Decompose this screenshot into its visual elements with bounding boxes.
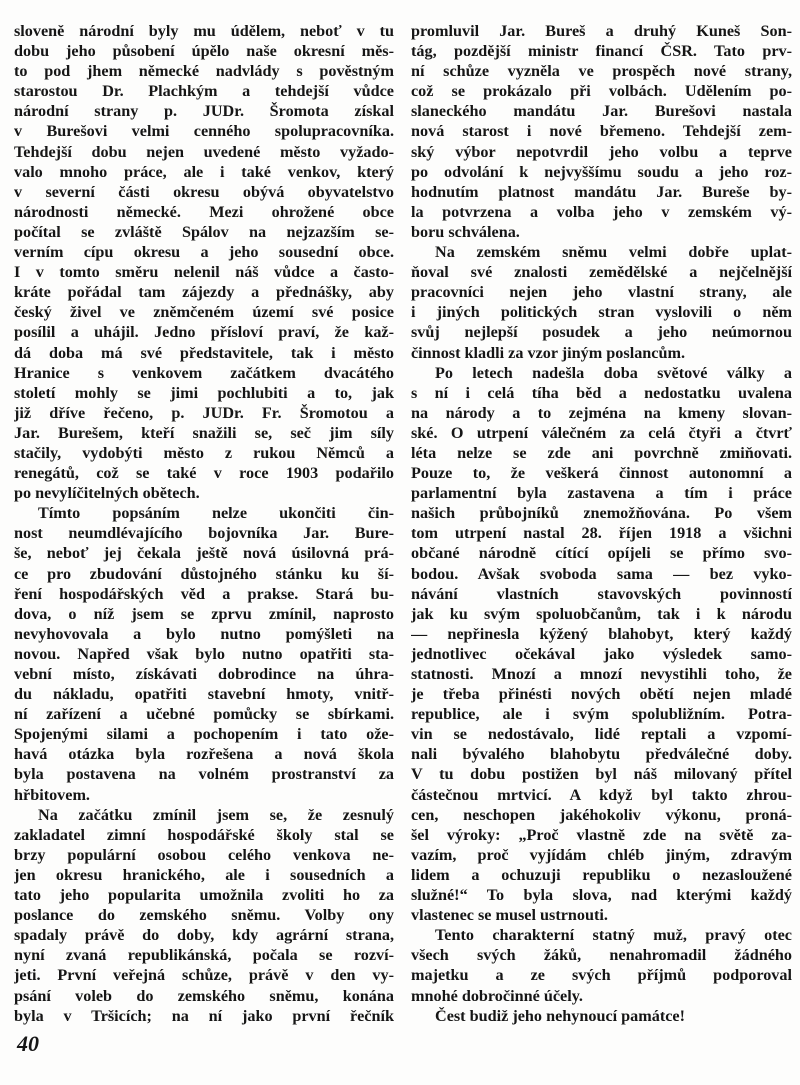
text-line: jednotlivec očekával jako výsledek samo- xyxy=(411,644,792,663)
text-line: nová starost i nové břemeno. Tehdejší zem- xyxy=(411,122,792,141)
text-line: brzy populární osobou celého venkova ne- xyxy=(14,845,394,864)
text-line: cen, neschopen jakéhokoliv výkonu, proná- xyxy=(411,805,792,824)
text-line: český živel ve zněmčeném území své posice xyxy=(14,303,394,322)
text-line: nevyhovovala a bylo nutno pomýšleti na xyxy=(14,624,394,643)
text-line: havá otázka byla rozřešena a nová škola xyxy=(14,745,394,764)
text-line: v Burešovi velmi cenného spolupracovníka. xyxy=(14,122,394,141)
text-line: stačily, vydobýti město z rukou Němců a xyxy=(14,443,394,462)
text-line: návání vlastních stavovských povinností xyxy=(411,584,792,603)
text-line: hodnutím platnost mandátu Jar. Bureše by- xyxy=(411,182,792,201)
text-line: to pod jhem německé nadvlády s pověstným xyxy=(14,62,394,81)
paragraph xyxy=(14,805,394,1026)
text-line: Hranice s venkovem začátkem dvacátého xyxy=(14,363,394,382)
text-line: tato jeho popularita umožnila zvoliti ho za xyxy=(14,886,394,905)
text-line: je třeba přinésti nových obětí nejen mladé xyxy=(411,685,792,704)
text-line: ské. O utrpení válečném za celá čtyři a čtvrť xyxy=(411,423,792,442)
text-line: majetku a ze svých příjmů podporoval xyxy=(411,966,792,985)
text-line: což se prokázalo při volbách. Udělením po- xyxy=(411,82,792,101)
paragraph xyxy=(411,21,792,242)
text-line: psání voleb do zemského sněmu, konána xyxy=(14,986,394,1005)
text-line: s ní i celá tíha běd a nedostatku uvalena xyxy=(411,383,792,402)
text-line: novou. Napřed však bylo nutno opatřiti sta- xyxy=(14,644,394,663)
text-line: dobu jeho působení úpělo naše okresní měs- xyxy=(14,42,394,61)
text-line: občané národně cítící opíjeli se přímo svo- xyxy=(411,544,792,563)
text-line: boru schválena. xyxy=(411,222,520,241)
text-line: statnosti. Mnozí a mnozí nevystihli toho, že xyxy=(411,665,792,683)
text-line: Tehdejší dobu nejen uvedené město vyžado- xyxy=(14,142,394,161)
text-line: ní zařízení a učebné pomůcky se sbírkami. xyxy=(14,705,394,724)
text-line: ní schůze vyzněla ve prospěch nové strany, xyxy=(411,62,792,81)
text-line: Tímto popsáním nelze ukončiti čin- xyxy=(38,504,394,523)
text-line: — nepřinesla kýžený blahobyt, který každý xyxy=(411,624,792,643)
text-line: po nevylíčitelných obětech. xyxy=(14,484,200,503)
text-line: všech svých žáků, nenahromadil žádného xyxy=(411,946,792,965)
text-line: ňoval své znalosti zemědělské a nejčelnější xyxy=(411,263,792,282)
text-line: tom utrpení nastal 28. říjen 1918 a všichni xyxy=(411,524,792,543)
text-line: byla postavena na volném prostranství za xyxy=(14,765,394,784)
text-line: století mohly se jimi pochlubiti a to, jak xyxy=(14,383,394,402)
text-line: národnosti německé. Mezi ohrožené obce xyxy=(14,202,394,221)
text-line: Spojenými silami a pochopením i tato ože- xyxy=(14,725,394,744)
text-line: zakladatel zimní hospodářské školy stal se xyxy=(14,825,394,844)
text-line: Po letech nadešla doba světové války a xyxy=(435,363,792,382)
text-line: lidem a ochuzuji republiku o nezasloužené xyxy=(411,865,792,884)
text-line: republice, ale i svým spolubližním. Potra- xyxy=(411,705,792,724)
text-line: vební místo, získávati dobrodince na úhra- xyxy=(14,665,394,683)
text-line: la potvrzena a volba jeho v zemském vý- xyxy=(411,202,792,221)
text-line: v severní části okresu obývá obyvatelstvo xyxy=(14,182,394,201)
text-line: Čest budiž jeho nehynoucí památce! xyxy=(435,1006,686,1025)
text-line: sloveně národní byly mu údělem, neboť v tu xyxy=(14,22,394,40)
text-line: valo mnoho práce, ale i také venkov, který xyxy=(14,162,394,181)
text-line: jak ku svým spoluobčanům, tak i k národu xyxy=(411,604,792,623)
text-line: renegátů, což se také v roce 1903 podařilo xyxy=(14,464,394,483)
text-line: dova, o níž jsem se zprvu zmínil, naprosto xyxy=(14,604,394,623)
text-line: ský výbor nepotvrdil jeho volbu a teprve xyxy=(411,142,792,161)
text-line: slaneckého mandátu Jar. Burešovi nastala xyxy=(411,102,792,121)
text-line: dá doba má své představitele, tak i město xyxy=(14,343,394,362)
paragraph xyxy=(14,21,394,503)
text-line: verním cípu okresu a jeho sousední obce. xyxy=(14,243,394,262)
text-line: našich průbojníků znemožňována. Po všem xyxy=(411,504,792,523)
text-line: nost neumdlévajícího bojovníka Jar. Bure- xyxy=(14,524,394,543)
text-line: parlamentní byla zastavena a tím i práce xyxy=(411,484,792,503)
right-text-column xyxy=(411,21,792,1026)
text-line: vazím, proč vyjídám chléb jiným, zdravým xyxy=(411,845,792,864)
paragraph xyxy=(14,503,394,804)
paragraph xyxy=(411,1006,792,1026)
text-line: Tento charakterní statný muž, pravý otec xyxy=(435,926,792,945)
text-line: služné!“ To byla slova, nad kterými každý xyxy=(411,886,792,905)
text-line: částečnou mrtvicí. A když byl takto zhrou- xyxy=(411,785,792,804)
text-line: léta nelze se zde ani povrchně zmiňovati. xyxy=(411,443,792,462)
text-line: spadaly právě do doby, kdy agrární strana, xyxy=(14,926,394,945)
text-line: šel výroky: „Proč vlastně zde na světě za- xyxy=(411,825,792,844)
text-line: vlastenec se musel ustrnouti. xyxy=(411,906,608,925)
text-line: počítal se zvláště Spálov na nejzazším se- xyxy=(14,222,394,241)
text-line: še, neboť jej čekala ještě nová úsilovná prá- xyxy=(14,544,394,563)
text-line: nyní zvaná republikánská, počala se rozví- xyxy=(14,946,394,965)
paragraph xyxy=(411,925,792,1005)
text-line: nali bývalého blahobytu předválečné doby. xyxy=(411,745,792,764)
paragraph xyxy=(411,242,792,363)
page-number: 40 xyxy=(17,1031,39,1056)
text-line: ření hospodářských věd a prakse. Stará bu- xyxy=(14,584,394,603)
text-line: ce pro zbudování důstojného stánku ku ší- xyxy=(14,564,394,583)
text-line: jen okresu hranického, ale i sousedních a xyxy=(14,865,394,884)
text-line: jeti. První veřejná schůze, právě v den vy- xyxy=(14,966,394,985)
text-line: i jiných politických stran vyslovili o něm xyxy=(411,303,792,322)
text-line: vin se nedostávalo, lidé reptali a vzpomí- xyxy=(411,725,792,744)
text-line: bodou. Avšak svoboda sama — bez vyko- xyxy=(411,564,792,583)
text-line: poslance do zemského sněmu. Volby ony xyxy=(14,906,394,925)
text-line: promluvil Jar. Bureš a druhý Kuneš Son- xyxy=(411,22,792,40)
text-line: svůj nejlepší posudek a jeho neúmornou xyxy=(411,323,792,342)
paragraph xyxy=(411,363,792,926)
text-line: Jar. Burešem, kteří snažili se, seč jim síly xyxy=(14,423,394,442)
text-line: národní strany p. JUDr. Šromota získal xyxy=(14,102,394,121)
text-line: V tu dobu postižen byl náš milovaný přítel xyxy=(411,765,792,784)
text-line: Na zemském sněmu velmi dobře uplat- xyxy=(435,243,792,262)
text-line: byla v Tršicích; na ní jako první řečník xyxy=(14,1006,394,1025)
text-line: tág, pozdější ministr financí ČSR. Tato prv- xyxy=(411,42,792,61)
text-line: hřbitovem. xyxy=(14,785,90,804)
text-line: posílil a uhájil. Jedno přísloví praví, že kaž- xyxy=(14,323,394,342)
text-line: Pouze to, že veškerá činnost autonomní a xyxy=(411,464,792,483)
text-line: pracovníci nejen jeho vlastní strany, ale xyxy=(411,283,792,302)
text-line: I v tomto směru nelenil náš vůdce a často- xyxy=(14,263,394,282)
text-line: již dříve řečeno, p. JUDr. Fr. Šromotou a xyxy=(14,403,394,422)
text-line: du nákladu, opatřiti stavební hmoty, vnitř- xyxy=(14,685,394,704)
text-columns xyxy=(14,21,792,1026)
text-line: činnost kladli za vzor jiným poslancům. xyxy=(411,343,686,362)
text-line: starostou Dr. Plachkým a tehdejší vůdce xyxy=(14,82,394,101)
text-line: kráte pořádal tam zájezdy a přednášky, aby xyxy=(14,283,394,302)
text-line: po odvolání k nejvyššímu soudu a jeho roz- xyxy=(411,162,792,181)
text-line: na národy a to zejména na kmeny slovan- xyxy=(411,403,792,422)
text-line: Na začátku zmínil jsem se, že zesnulý xyxy=(38,805,394,824)
text-line: mnohé dobročinné účely. xyxy=(411,986,583,1005)
left-text-column xyxy=(14,21,394,1026)
